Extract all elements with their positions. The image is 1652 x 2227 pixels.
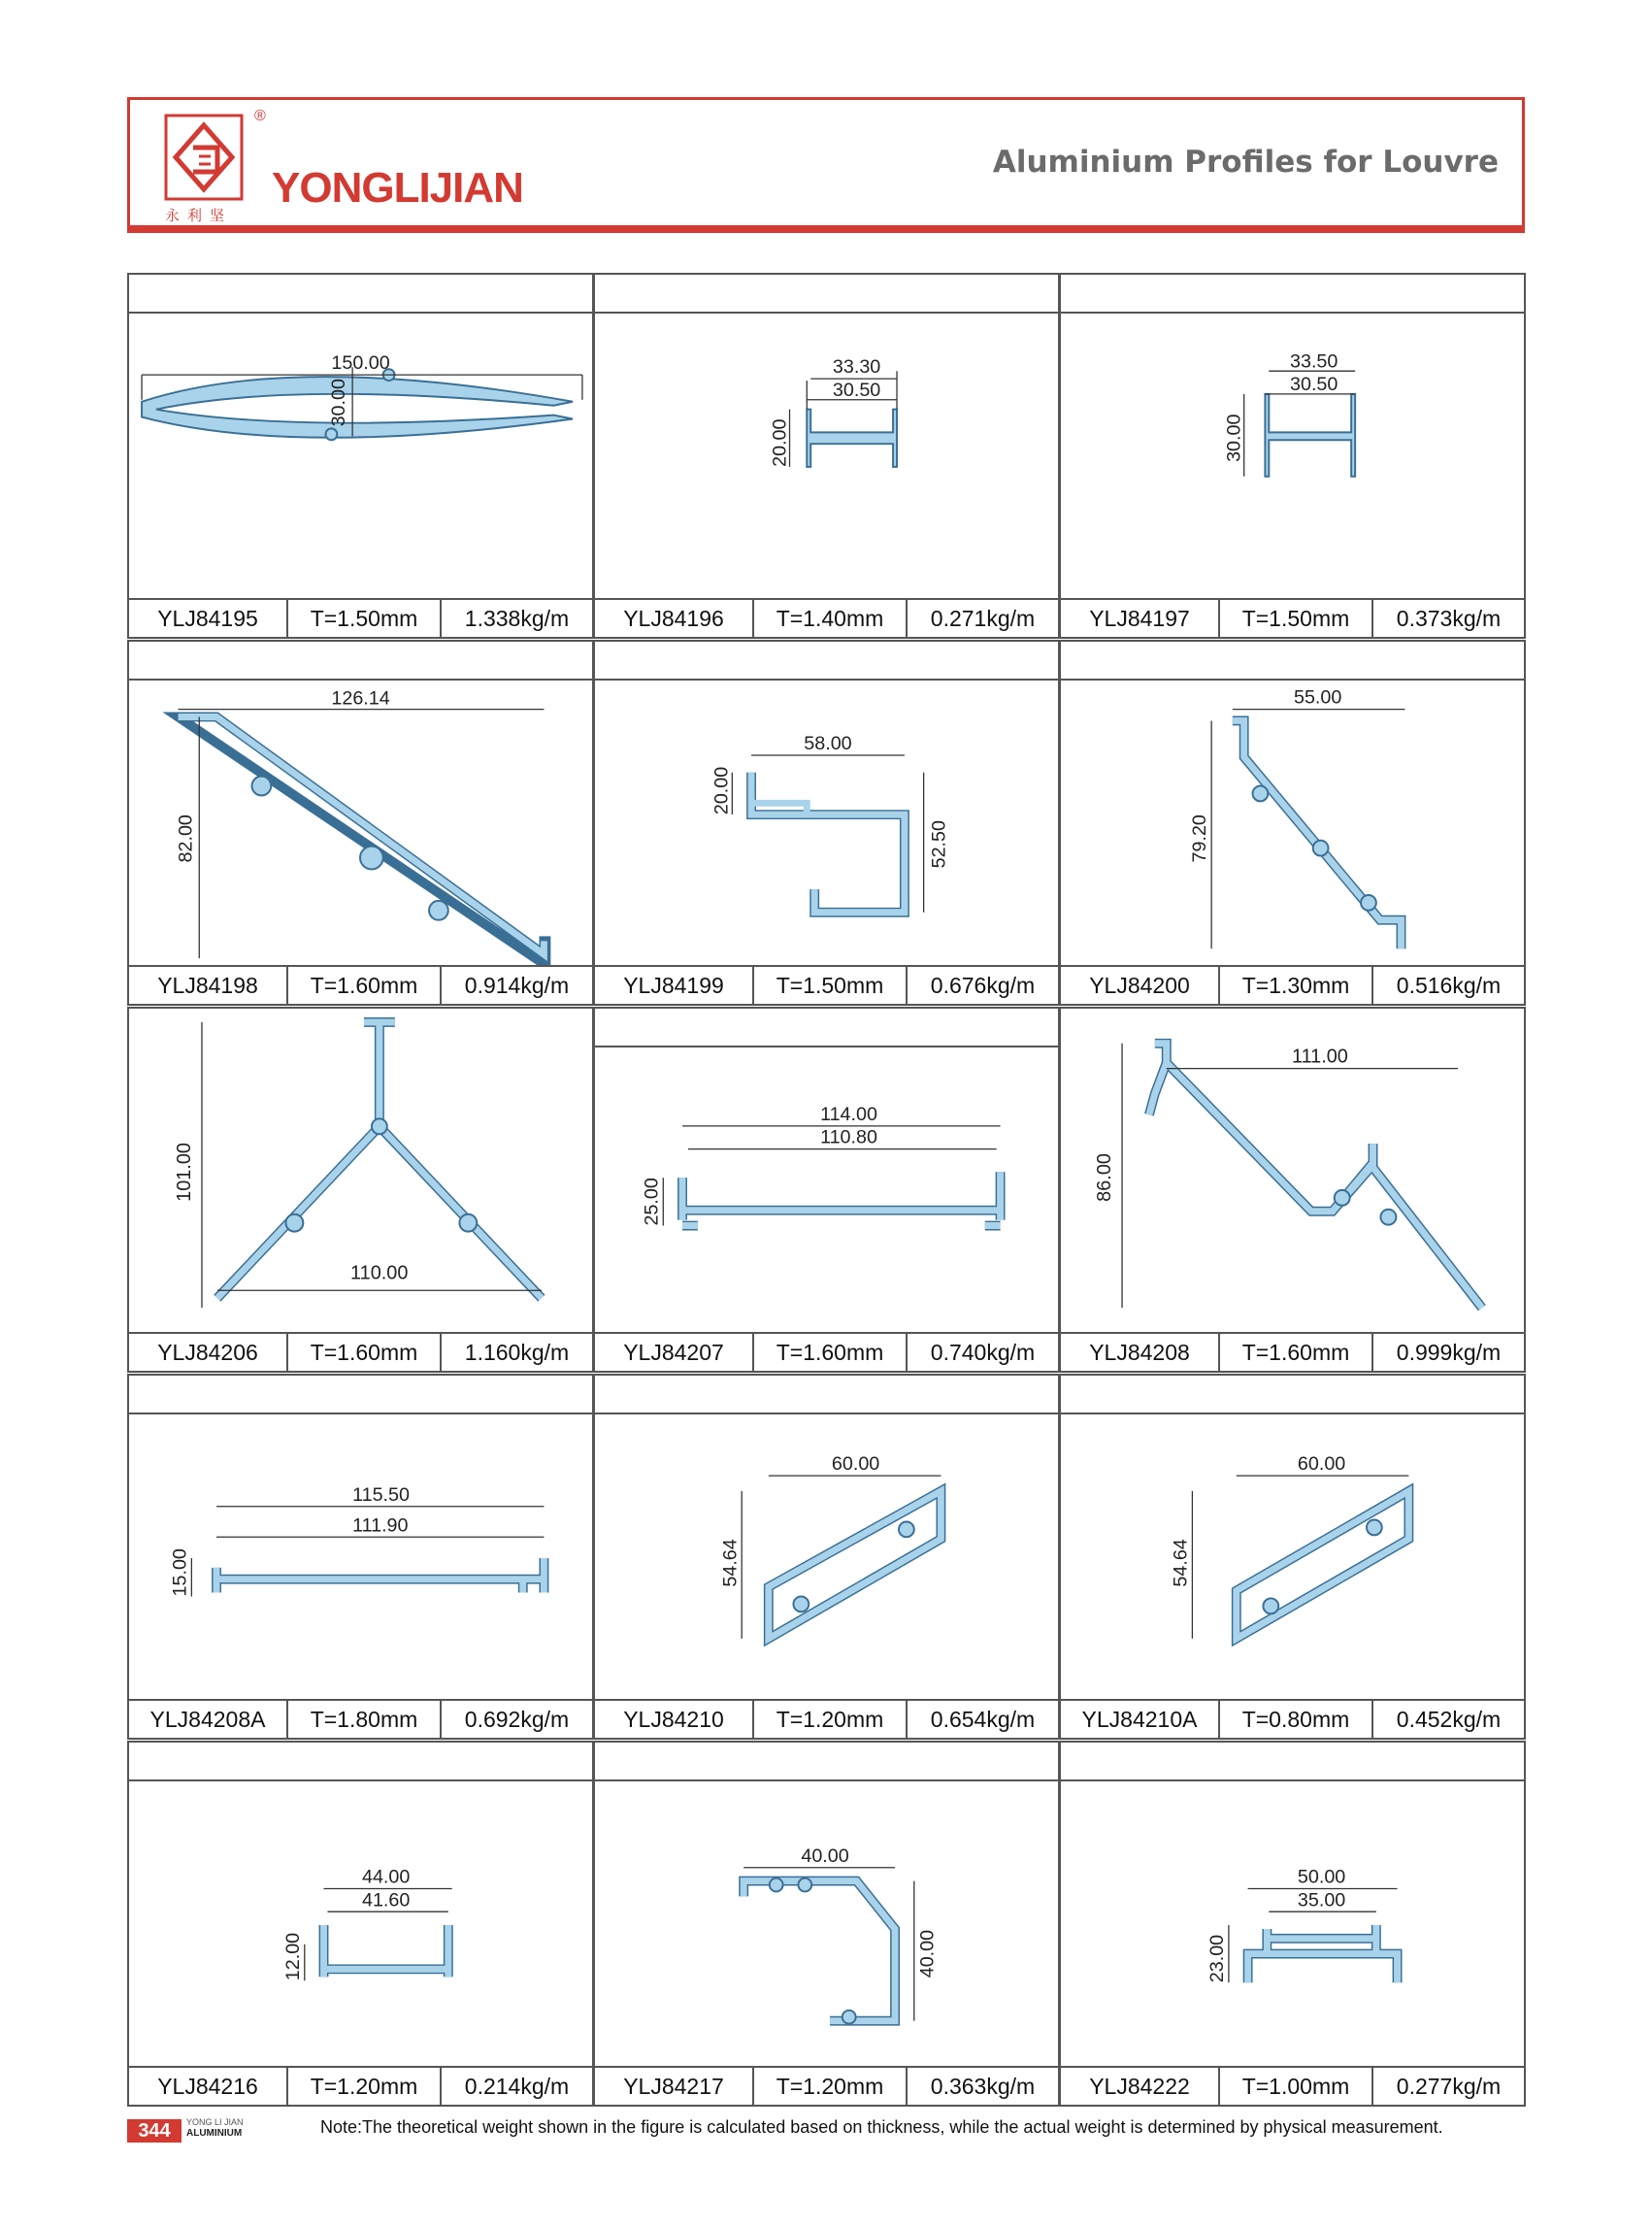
profile-code: YLJ84199 <box>595 967 754 1004</box>
profile-weight: 1.338kg/m <box>464 605 570 631</box>
profile-spec-row <box>1061 2066 1524 2105</box>
profile-spec-row <box>1061 598 1524 637</box>
profile-weight: 0.914kg/m <box>464 972 570 998</box>
profile-card <box>593 1007 1060 1373</box>
profile-code: YLJ84197 <box>1061 600 1220 637</box>
profile-card <box>1059 1741 1526 2107</box>
brand-logo <box>164 114 244 211</box>
dimension-label: 86.00 <box>1094 1153 1116 1202</box>
profile-thickness: T=1.30mm <box>1220 967 1373 1004</box>
profile-code: YLJ84216 <box>129 2068 288 2105</box>
profile-code: YLJ84210 <box>595 1701 754 1738</box>
profile-spec-row <box>129 965 592 1004</box>
profile-code: YLJ84217 <box>595 2068 754 2105</box>
card-header-bar <box>129 1376 592 1414</box>
profile-weight: 0.373kg/m <box>1396 605 1502 631</box>
profile-thickness: T=1.50mm <box>1220 600 1373 637</box>
profile-code: YLJ84208 <box>1061 1334 1220 1371</box>
profile-code: YLJ84222 <box>1061 2068 1220 2105</box>
registered-mark: ® <box>254 108 266 124</box>
profile-drawing <box>595 314 1058 600</box>
card-header-bar <box>1061 1743 1524 1781</box>
profile-grid <box>127 273 1527 2108</box>
profile-card <box>593 273 1060 639</box>
card-header-bar <box>595 1009 1058 1047</box>
profile-thickness: T=1.20mm <box>754 2068 908 2105</box>
profile-card <box>593 1374 1060 1740</box>
profile-card <box>127 1741 594 2107</box>
grid-row <box>127 1007 1527 1374</box>
profile-spec-row <box>595 598 1058 637</box>
dimension-label: 55.00 <box>1293 686 1342 709</box>
profile-drawing <box>595 1781 1058 2068</box>
profile-spec-row <box>595 2066 1058 2105</box>
card-header-bar <box>595 642 1058 681</box>
card-header-bar <box>129 1743 592 1781</box>
profile-code: YLJ84200 <box>1061 967 1220 1004</box>
footer-brand <box>186 2117 244 2139</box>
dimension-label: 30.00 <box>1223 414 1245 462</box>
brand-name-chinese: 永利坚 <box>165 208 233 224</box>
profile-card <box>1059 1374 1526 1740</box>
page-header <box>127 97 1525 233</box>
dimension-label: 126.14 <box>331 687 390 710</box>
dimension-label: 40.00 <box>801 1845 849 1867</box>
grid-row <box>127 1374 1527 1741</box>
profile-drawing <box>595 1414 1058 1701</box>
profile-card <box>127 1374 594 1740</box>
profile-thickness: T=1.20mm <box>288 2068 442 2105</box>
footer-brand-name: YONG LI JIAN <box>186 2117 244 2127</box>
footer-brand-sub: ALUMINIUM <box>186 2128 243 2139</box>
page-title: Aluminium Profiles for Louvre <box>992 145 1499 180</box>
dimension-label: 25.00 <box>641 1178 663 1226</box>
profile-weight: 0.277kg/m <box>1396 2073 1502 2099</box>
profile-drawing <box>129 1414 592 1701</box>
dimension-label: 101.00 <box>174 1143 196 1202</box>
profile-card <box>1059 640 1526 1006</box>
dimension-label: 115.50 <box>352 1483 410 1506</box>
profile-thickness: T=1.40mm <box>754 600 908 637</box>
profile-code: YLJ84208A <box>129 1701 288 1738</box>
profile-drawing <box>1061 681 1524 967</box>
dimension-label: 30.50 <box>1290 373 1338 395</box>
profile-card <box>127 1007 594 1373</box>
dimension-label: 23.00 <box>1206 1934 1228 1983</box>
profile-thickness: T=1.60mm <box>1220 1334 1373 1371</box>
dimension-label: 110.80 <box>820 1126 877 1148</box>
profile-drawing <box>129 314 592 600</box>
profile-code: YLJ84196 <box>595 600 754 637</box>
profile-drawing <box>129 1009 592 1334</box>
dimension-label: 54.64 <box>1170 1539 1192 1587</box>
card-header-bar <box>129 642 592 681</box>
dimension-label: 79.20 <box>1189 814 1211 863</box>
dimension-label: 40.00 <box>916 1929 939 1978</box>
profile-spec-row <box>1061 1332 1524 1371</box>
card-header-bar <box>1061 1376 1524 1414</box>
dimension-label: 110.00 <box>350 1262 409 1284</box>
profile-code: YLJ84207 <box>595 1334 754 1371</box>
dimension-label: 20.00 <box>769 418 791 467</box>
profile-weight: 1.160kg/m <box>464 1339 570 1365</box>
grid-row <box>127 273 1527 640</box>
dimension-label: 111.90 <box>352 1514 409 1537</box>
profile-spec-row <box>129 1332 592 1371</box>
profile-thickness: T=1.20mm <box>754 1701 908 1738</box>
profile-drawing <box>595 681 1058 967</box>
card-header-bar <box>1061 275 1524 314</box>
profile-spec-row <box>595 1699 1058 1738</box>
dimension-label: 54.64 <box>719 1539 742 1587</box>
dimension-label: 30.00 <box>328 379 350 427</box>
card-header-bar <box>595 1743 1058 1781</box>
profile-thickness: T=1.50mm <box>754 967 908 1004</box>
dimension-label: 30.50 <box>832 379 881 401</box>
profile-thickness: T=0.80mm <box>1220 1701 1373 1738</box>
profile-code: YLJ84195 <box>129 600 288 637</box>
profile-weight: 0.999kg/m <box>1396 1339 1502 1365</box>
profile-weight: 0.654kg/m <box>930 1706 1036 1732</box>
card-header-bar <box>1061 642 1524 681</box>
dimension-label: 35.00 <box>1297 1889 1346 1911</box>
profile-spec-row <box>1061 1699 1524 1738</box>
profile-card <box>127 273 594 639</box>
profile-thickness: T=1.60mm <box>754 1334 908 1371</box>
dimension-label: 60.00 <box>1297 1453 1346 1476</box>
profile-weight: 0.271kg/m <box>930 605 1036 631</box>
grid-row <box>127 640 1527 1007</box>
profile-spec-row <box>129 1699 592 1738</box>
page-number: 344 <box>127 2119 182 2143</box>
dimension-label: 20.00 <box>710 766 733 815</box>
dimension-label: 111.00 <box>1292 1046 1348 1068</box>
grid-row <box>127 1741 1527 2108</box>
dimension-label: 52.50 <box>928 820 950 869</box>
dimension-label: 60.00 <box>831 1453 880 1476</box>
dimension-label: 33.50 <box>1290 350 1338 373</box>
profile-drawing <box>1061 314 1524 600</box>
profile-drawing <box>595 1047 1058 1334</box>
brand-name: YONGLIJIAN <box>272 164 523 212</box>
profile-weight: 0.692kg/m <box>464 1706 570 1732</box>
profile-weight: 0.676kg/m <box>930 972 1036 998</box>
profile-card <box>1059 1007 1526 1373</box>
card-header-bar <box>595 1376 1058 1414</box>
profile-drawing <box>1061 1781 1524 2068</box>
profile-spec-row <box>595 1332 1058 1371</box>
dimension-label: 150.00 <box>331 352 390 375</box>
profile-spec-row <box>129 598 592 637</box>
profile-card <box>127 640 594 1006</box>
profile-weight: 0.363kg/m <box>930 2073 1036 2099</box>
dimension-label: 41.60 <box>361 1889 411 1911</box>
profile-spec-row <box>129 2066 592 2105</box>
profile-card <box>1059 273 1526 639</box>
profile-thickness: T=1.50mm <box>288 600 442 637</box>
profile-weight: 0.452kg/m <box>1396 1706 1502 1732</box>
profile-thickness: T=1.60mm <box>288 967 442 1004</box>
profile-weight: 0.740kg/m <box>930 1339 1036 1365</box>
profile-weight: 0.214kg/m <box>464 2073 570 2099</box>
profile-drawing <box>129 1781 592 2068</box>
card-header-bar <box>595 275 1058 314</box>
profile-weight: 0.516kg/m <box>1396 972 1502 998</box>
profile-code: YLJ84210A <box>1061 1701 1220 1738</box>
card-header-bar <box>129 275 592 314</box>
dimension-label: 50.00 <box>1297 1866 1346 1888</box>
profile-drawing <box>1061 1414 1524 1701</box>
dimension-label: 44.00 <box>361 1866 411 1888</box>
profile-code: YLJ84198 <box>129 967 288 1004</box>
dimension-label: 15.00 <box>169 1548 191 1597</box>
profile-card <box>593 1741 1060 2107</box>
profile-drawing <box>1061 1009 1524 1334</box>
dimension-label: 82.00 <box>175 814 197 863</box>
profile-spec-row <box>1061 965 1524 1004</box>
profile-thickness: T=1.60mm <box>288 1334 442 1371</box>
profile-code: YLJ84206 <box>129 1334 288 1371</box>
profile-card <box>593 640 1060 1006</box>
dimension-label: 58.00 <box>804 733 852 755</box>
footer-note: Note:The theoretical weight shown in the figure is calculated based on thickness, while the actual weight is determined by physical measurement. <box>320 2117 1443 2137</box>
profile-drawing <box>129 681 592 967</box>
dimension-label: 33.30 <box>832 356 881 379</box>
dimension-label: 12.00 <box>281 1932 304 1981</box>
profile-spec-row <box>595 965 1058 1004</box>
profile-thickness: T=1.80mm <box>288 1701 442 1738</box>
profile-thickness: T=1.00mm <box>1220 2068 1373 2105</box>
dimension-label: 114.00 <box>820 1103 877 1125</box>
